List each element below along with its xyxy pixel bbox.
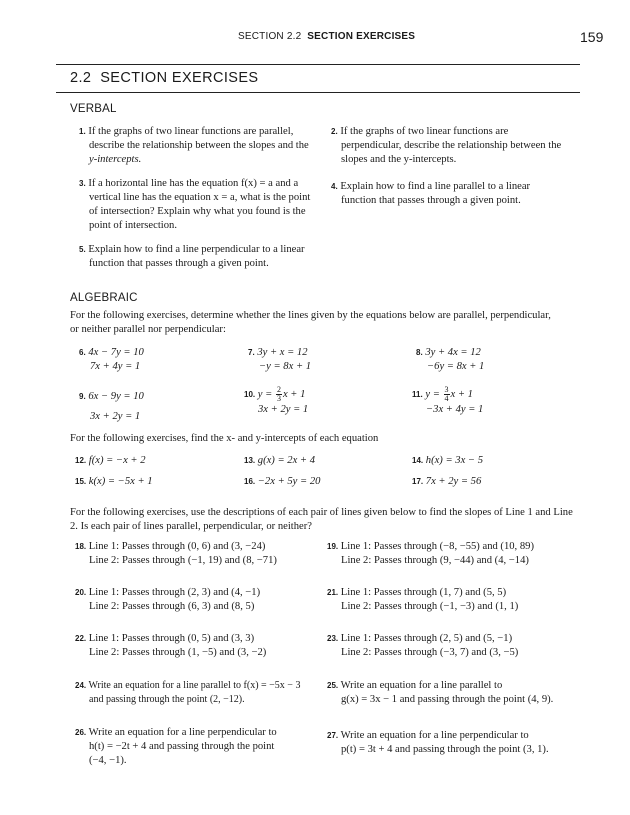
exercise-text: Write an equation for a line parallel to [340,680,503,691]
exercise-number: 8. [416,348,423,357]
line-description: Line 2: Passes through (6, 3) and (8, 5) [89,601,255,612]
exercise-number: 4. [331,182,338,191]
header-section-number: SECTION 2.2 [238,31,302,42]
exercise-text: If the graphs of two linear functions are [340,126,509,137]
section-title: SECTION EXERCISES [100,70,259,86]
exercise-number: 18. [75,542,87,551]
exercise-number: 13. [244,456,256,465]
fraction-numerator: 3 [444,385,449,394]
equation: 4x − 7y = 10 [88,347,144,358]
heading-rule [56,92,580,93]
exercise-6 [79,346,239,374]
exercise-number: 27. [327,731,339,740]
exercise-number: 24. [75,681,87,690]
exercise-text: Explain how to find a line parallel to a linear [340,181,531,192]
equation: k(x) = −5x + 1 [88,476,153,487]
line-description: Line 2: Passes through (9, −44) and (4, −14) [341,555,529,566]
equation: 7x + 4y = 1 [90,361,141,372]
exercise-number: 3. [79,179,86,188]
equation: −y = 8x + 1 [259,361,312,372]
exercise-number: 19. [327,542,339,551]
line-description: Line 1: Passes through (2, 5) and (5, −1) [340,633,513,644]
instruction-line: For the following exercises, use the descriptions of each pair of lines given below to find the slopes of Line 1 and Line [70,507,573,518]
exercise-number: 5. [79,245,86,254]
instruction-line: or neither parallel nor perpendicular: [70,324,226,335]
equation: h(x) = 3x − 5 [425,455,484,466]
exercise-number: 15. [75,477,87,486]
equation: −2x + 5y = 20 [257,476,321,487]
exercise-14 [412,454,483,468]
exercise-17 [412,475,481,489]
exercise-11 [412,386,577,417]
equation: 3y + x = 12 [257,347,308,358]
exercise-text: (−4, −1). [89,755,127,766]
equation: 3y + 4x = 12 [425,347,481,358]
exercise-text: Write an equation for a line perpendicular to [88,727,277,738]
fraction-denominator: 3 [276,394,281,403]
line-description: Line 1: Passes through (1, 7) and (5, 5) [340,587,507,598]
equation: 7x + 2y = 56 [425,476,482,487]
exercise-number: 26. [75,728,87,737]
exercise-12 [75,454,146,468]
exercise-2 [331,125,581,167]
exercise-10 [244,386,409,417]
fraction [444,386,450,403]
exercise-text: slopes and the y-intercepts. [341,154,457,165]
exercise-16 [244,475,320,489]
exercise-text: describe the relationship between the slopes and the [89,140,309,151]
exercise-3 [79,177,329,233]
exercise-text: point of intersection. [89,220,177,231]
exercise-18 [75,540,325,568]
exercise-text: Write an equation for a line parallel to f(x) = −5x − 3 [88,680,301,691]
instruction-intercepts: For the following exercises, find the x- and y-intercepts of each equation [70,433,379,444]
exercise-7 [248,346,408,374]
exercise-23 [327,632,587,660]
exercise-number: 7. [248,348,255,357]
exercise-number: 17. [412,477,424,486]
exercise-19 [327,540,587,568]
exercise-1 [79,125,329,167]
instruction-slopes [70,506,590,534]
equation-part: x + 1 [282,388,306,400]
section-heading [70,70,259,86]
exercise-number: 9. [79,392,86,401]
exercise-24 [75,679,325,707]
instruction-line: 2. Is each pair of lines parallel, perpendicular, or neither? [70,521,312,532]
running-header [238,31,415,42]
equation: −6y = 8x + 1 [427,361,485,372]
fraction-denominator: 4 [444,394,449,403]
exercise-8 [416,346,576,374]
equation-part: x + 1 [450,388,473,400]
exercise-number: 20. [75,588,87,597]
exercise-text: perpendicular, describe the relationship between the [341,140,562,151]
exercise-number: 6. [79,348,86,357]
line-description: Line 2: Passes through (−1, −3) and (1, 1) [341,601,519,612]
exercise-22 [75,632,325,660]
exercise-text: and passing through the point (2, −12). [89,694,245,705]
equation: 3x + 2y = 1 [90,411,141,422]
exercise-number: 12. [75,456,87,465]
section-number: 2.2 [70,70,92,86]
top-rule [56,64,580,65]
equation-part: y = [257,388,275,400]
exercise-text: If the graphs of two linear functions are parallel, [88,126,294,137]
exercise-number: 2. [331,127,338,136]
fraction-numerator: 2 [276,385,281,394]
equation-part: y = [425,388,443,400]
equation: 3x + 2y = 1 [258,404,309,415]
line-description: Line 2: Passes through (−1, 19) and (8, −71) [89,555,277,566]
exercise-number: 1. [79,127,86,136]
exercise-number: 25. [327,681,339,690]
line-description: Line 1: Passes through (0, 5) and (3, 3) [88,633,255,644]
exercise-number: 22. [75,634,87,643]
equation: f(x) = −x + 2 [88,455,146,466]
exercise-9 [79,390,239,424]
line-description: Line 1: Passes through (−8, −55) and (10, 89) [340,541,534,552]
exercise-21 [327,586,587,614]
exercise-4 [331,180,581,208]
instruction-parallel-perp [70,309,590,337]
algebraic-heading: ALGEBRAIC [70,292,138,304]
exercise-text: p(t) = 3t + 4 and passing through the point (3, 1). [341,744,549,755]
verbal-heading: VERBAL [70,103,117,115]
instruction-line: For the following exercises, determine whether the lines given by the equations below are parallel, perpendicular, [70,310,551,321]
fraction [276,386,282,403]
exercise-number: 14. [412,456,424,465]
line-description: Line 2: Passes through (1, −5) and (3, −2) [89,647,267,658]
exercise-number: 21. [327,588,339,597]
exercise-5 [79,243,329,271]
exercise-13 [244,454,315,468]
exercise-text: y-intercepts. [89,154,142,165]
line-description: Line 2: Passes through (−3, 7) and (3, −5) [341,647,519,658]
exercise-25 [327,679,587,707]
header-section-title: SECTION EXERCISES [307,31,416,42]
exercise-number: 16. [244,477,256,486]
page-number: 159 [580,29,604,45]
exercise-number: 11. [412,389,423,399]
exercise-26 [75,726,325,768]
exercise-15 [75,475,153,489]
equation: 6x − 9y = 10 [88,391,144,402]
equation: −3x + 4y = 1 [426,404,484,415]
exercise-number: 10. [244,389,256,399]
exercise-text: Explain how to find a line perpendicular to a linear [88,244,305,255]
exercise-text: vertical line has the equation x = a, what is the point [89,192,311,203]
line-description: Line 1: Passes through (2, 3) and (4, −1) [88,587,261,598]
exercise-text: g(x) = 3x − 1 and passing through the point (4, 9). [341,694,554,705]
exercise-text: function that passes through a given point. [89,258,269,269]
equation: g(x) = 2x + 4 [257,455,316,466]
exercise-text: function that passes through a given point. [341,195,521,206]
exercise-20 [75,586,325,614]
exercise-text: Write an equation for a line perpendicular to [340,730,529,741]
line-description: Line 1: Passes through (0, 6) and (3, −24) [88,541,266,552]
exercise-text: of intersection? Explain why what you found is the [89,206,306,217]
exercise-27 [327,729,587,757]
exercise-text: h(t) = −2t + 4 and passing through the point [89,741,275,752]
exercise-text: If a horizontal line has the equation f(x) = a and a [88,178,299,189]
exercise-number: 23. [327,634,339,643]
